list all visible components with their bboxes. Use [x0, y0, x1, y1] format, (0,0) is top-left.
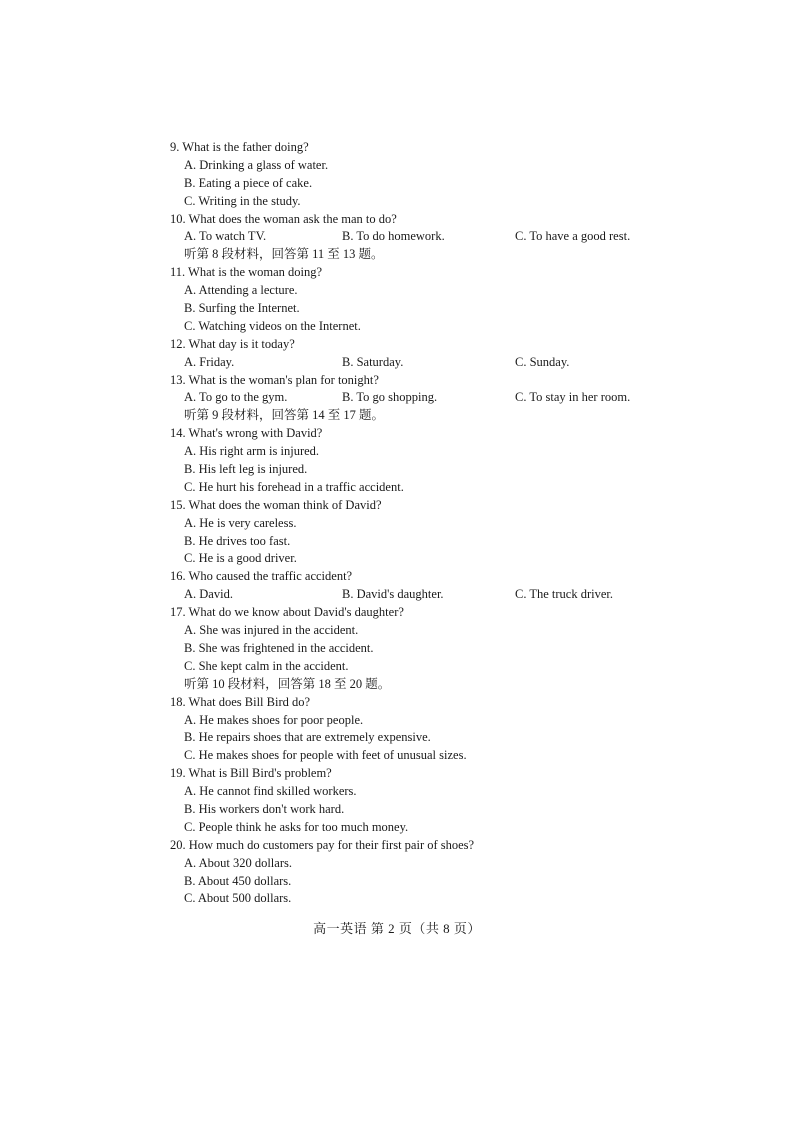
question-stem: 19. What is Bill Bird's problem? — [170, 766, 332, 781]
answer-option: B. Saturday. — [342, 354, 404, 369]
page-footer: 高一英语 第 2 页（共 8 页） — [313, 921, 481, 936]
question-stem: 17. What do we know about David's daughter? — [170, 605, 404, 620]
answer-option: B. Surfing the Internet. — [184, 301, 300, 316]
question-stem: 9. What is the father doing? — [170, 140, 309, 154]
answer-option: A. To go to the gym. — [184, 390, 288, 405]
answer-option: A. Friday. — [184, 354, 235, 369]
question-stem: 20. How much do customers pay for their first pair of shoes? — [170, 837, 475, 852]
answer-option: A. He is very careless. — [184, 515, 297, 530]
answer-option: A. David. — [184, 587, 233, 602]
answer-option: C. Watching videos on the Internet. — [184, 318, 361, 333]
answer-option: A. Attending a lecture. — [184, 283, 298, 298]
option-row — [170, 354, 670, 372]
question-stem: 14. What's wrong with David? — [170, 426, 323, 441]
answer-option: C. He makes shoes for people with feet of unusual sizes. — [184, 748, 467, 763]
answer-option: B. She was frightened in the accident. — [184, 640, 374, 655]
question-stem: 15. What does the woman think of David? — [170, 497, 382, 512]
question-stem: 13. What is the woman's plan for tonight? — [170, 372, 379, 387]
answer-option: A. His right arm is injured. — [184, 444, 320, 459]
answer-option: B. His left leg is injured. — [184, 462, 308, 477]
answer-option: A. She was injured in the accident. — [184, 623, 359, 638]
answer-option: C. The truck driver. — [515, 587, 614, 602]
answer-option: C. To stay in her room. — [515, 390, 631, 405]
answer-option: B. David's daughter. — [342, 587, 444, 602]
answer-option: C. To have a good rest. — [515, 229, 631, 244]
answer-option: C. She kept calm in the accident. — [184, 658, 349, 673]
answer-option: A. He cannot find skilled workers. — [184, 784, 357, 799]
answer-option: B. He drives too fast. — [184, 533, 291, 548]
answer-option: A. To watch TV. — [184, 229, 267, 244]
question-stem: 12. What day is it today? — [170, 336, 295, 351]
option-row — [170, 389, 670, 407]
question-stem: 18. What does Bill Bird do? — [170, 694, 311, 709]
question-list — [170, 139, 670, 908]
question-stem: 11. What is the woman doing? — [170, 265, 323, 280]
answer-option: C. Writing in the study. — [184, 193, 301, 208]
answer-option: C. About 500 dollars. — [184, 891, 292, 906]
answer-option: B. To do homework. — [342, 229, 445, 244]
section-instruction: 听第 9 段材料，回答第 14 至 17 题。 — [184, 408, 385, 423]
answer-option: C. He hurt his forehead in a traffic accident. — [184, 479, 404, 494]
option-row — [170, 586, 670, 604]
answer-option: A. Drinking a glass of water. — [184, 157, 329, 172]
answer-option: C. He is a good driver. — [184, 551, 297, 566]
answer-option: B. His workers don't work hard. — [184, 801, 345, 816]
option-row — [170, 228, 670, 246]
answer-option: B. To go shopping. — [342, 390, 438, 405]
answer-option: C. Sunday. — [515, 354, 570, 369]
answer-option: B. Eating a piece of cake. — [184, 175, 313, 190]
answer-option: B. About 450 dollars. — [184, 873, 292, 888]
section-instruction: 听第 8 段材料，回答第 11 至 13 题。 — [184, 247, 384, 262]
answer-option: A. About 320 dollars. — [184, 855, 292, 870]
answer-option: A. He makes shoes for poor people. — [184, 712, 364, 727]
answer-option: B. He repairs shoes that are extremely expensive. — [184, 730, 431, 745]
answer-option: C. People think he asks for too much money. — [184, 819, 409, 834]
section-instruction: 听第 10 段材料，回答第 18 至 20 题。 — [184, 676, 391, 691]
question-stem: 10. What does the woman ask the man to do? — [170, 211, 397, 226]
question-stem: 16. Who caused the traffic accident? — [170, 569, 353, 584]
